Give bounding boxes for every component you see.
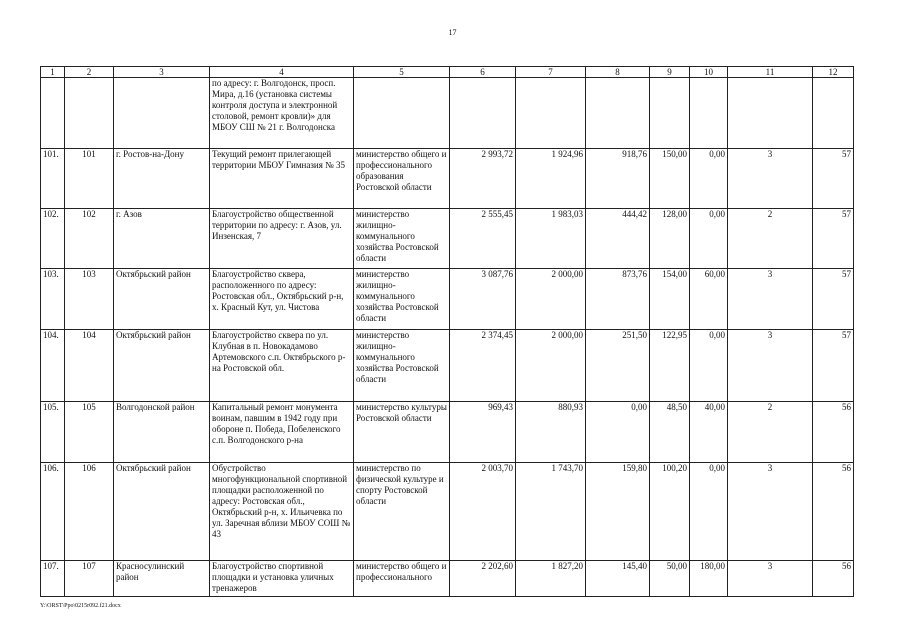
row-number: 105 — [65, 402, 114, 463]
row-number: 101 — [65, 149, 114, 209]
value-col8: 159,80 — [586, 463, 650, 561]
project-name: Капитальный ремонт монумента воинам, павшим в 1942 году при обороне п. Победа, Побеленского с.п. Волгодонского р-на — [210, 402, 354, 463]
value-col9: 154,00 — [650, 269, 690, 330]
value-col8: 444,42 — [586, 209, 650, 269]
municipality: Октябрьский район — [114, 463, 210, 561]
ministry: министерство жилищно-коммунального хозяйства Ростовской области — [354, 209, 450, 269]
row-number: 102 — [65, 209, 114, 269]
ministry: министерство культуры Ростовской области — [354, 402, 450, 463]
table-row — [41, 561, 854, 597]
row-index: 106. — [41, 463, 65, 561]
value-col9: 48,50 — [650, 402, 690, 463]
value-col6: 2 003,70 — [450, 463, 516, 561]
column-header: 10 — [690, 67, 728, 78]
value-col12: 56 — [813, 402, 854, 463]
project-name: Благоустройство общественной территории по адресу: г. Азов, ул. Инзенская, 7 — [210, 209, 354, 269]
municipality: г. Ростов-на-Дону — [114, 149, 210, 209]
table-row — [41, 402, 854, 463]
column-header: 6 — [450, 67, 516, 78]
file-path-footer: Y:\ORST\Ppo\0215r092.f21.docx — [40, 603, 121, 609]
ministry: министерство жилищно-коммунального хозяйства Ростовской области — [354, 330, 450, 402]
value-col6: 969,43 — [450, 402, 516, 463]
data-table — [40, 66, 854, 597]
column-header: 8 — [586, 67, 650, 78]
column-header: 3 — [114, 67, 210, 78]
value-col8: 873,76 — [586, 269, 650, 330]
municipality: Волгодонской район — [114, 402, 210, 463]
value-col7: 880,93 — [516, 402, 586, 463]
value-col12: 57 — [813, 269, 854, 330]
value-col7: 1 983,03 — [516, 209, 586, 269]
value-col12: 56 — [813, 561, 854, 597]
value-col11: 3 — [728, 149, 813, 209]
row-number: 103 — [65, 269, 114, 330]
value-col8: 918,76 — [586, 149, 650, 209]
value-col10: 180,00 — [690, 561, 728, 597]
column-header: 2 — [65, 67, 114, 78]
row-index: 107. — [41, 561, 65, 597]
value-col7: 2 000,00 — [516, 269, 586, 330]
value-col7: 1 827,20 — [516, 561, 586, 597]
column-header: 9 — [650, 67, 690, 78]
table-row — [41, 149, 854, 209]
page-number: 17 — [448, 28, 457, 37]
value-col6: 2 993,72 — [450, 149, 516, 209]
column-header: 5 — [354, 67, 450, 78]
value-col7: 1 924,96 — [516, 149, 586, 209]
value-col12: 57 — [813, 149, 854, 209]
municipality: Октябрьский район — [114, 269, 210, 330]
value-col6: 2 555,45 — [450, 209, 516, 269]
table-row — [41, 209, 854, 269]
row-index: 101. — [41, 149, 65, 209]
project-name: Обустройство многофункциональной спортивной площадки расположенной по адресу: Ростовская обл., Октябрьский р-н, х. Ильичевка по ул. Заречная вблизи МБОУ СОШ № 43 — [210, 463, 354, 561]
value-col9: 50,00 — [650, 561, 690, 597]
row-index: 104. — [41, 330, 65, 402]
row-number: 106 — [65, 463, 114, 561]
ministry: министерство по физической культуре и спорту Ростовской области — [354, 463, 450, 561]
value-col10: 60,00 — [690, 269, 728, 330]
table-row — [41, 330, 854, 402]
table-header-row — [41, 67, 854, 78]
column-header: 11 — [728, 67, 813, 78]
ministry: министерство жилищно-коммунального хозяйства Ростовской области — [354, 269, 450, 330]
value-col8: 145,40 — [586, 561, 650, 597]
value-col9: 128,00 — [650, 209, 690, 269]
continuation-text: по адресу: г. Волгодонск, просп. Мира, д.16 (установка системы контроля доступа и электронной столовой, ремонт кровли)» для МБОУ СШ № 21 г. Волгодонска — [210, 78, 354, 149]
municipality: Красносулинский район — [114, 561, 210, 597]
table-row-continuation — [41, 78, 854, 149]
municipality: Октябрьский район — [114, 330, 210, 402]
ministry: министерство общего и профессионального — [354, 561, 450, 597]
value-col8: 0,00 — [586, 402, 650, 463]
row-number: 107 — [65, 561, 114, 597]
project-name: Текущий ремонт прилегающей территории МБОУ Гимназия № 35 — [210, 149, 354, 209]
value-col6: 3 087,76 — [450, 269, 516, 330]
value-col7: 1 743,70 — [516, 463, 586, 561]
value-col12: 57 — [813, 209, 854, 269]
row-index: 103. — [41, 269, 65, 330]
column-header: 12 — [813, 67, 854, 78]
municipality: г. Азов — [114, 209, 210, 269]
value-col11: 3 — [728, 463, 813, 561]
ministry: министерство общего и профессионального образования Ростовской области — [354, 149, 450, 209]
column-header: 1 — [41, 67, 65, 78]
table-row — [41, 269, 854, 330]
value-col7: 2 000,00 — [516, 330, 586, 402]
value-col10: 0,00 — [690, 463, 728, 561]
value-col11: 3 — [728, 330, 813, 402]
row-index: 102. — [41, 209, 65, 269]
value-col11: 2 — [728, 209, 813, 269]
project-name: Благоустройство сквера по ул. Клубная в п. Новокадамово Артемовского с.п. Октябрьского р-на Ростовской обл. — [210, 330, 354, 402]
value-col9: 150,00 — [650, 149, 690, 209]
value-col10: 0,00 — [690, 209, 728, 269]
project-name: Благоустройство сквера, расположенного по адресу: Ростовская обл., Октябрьский р-н, х. Красный Кут, ул. Чистова — [210, 269, 354, 330]
value-col10: 0,00 — [690, 149, 728, 209]
value-col9: 100,20 — [650, 463, 690, 561]
value-col12: 56 — [813, 463, 854, 561]
value-col10: 40,00 — [690, 402, 728, 463]
value-col11: 3 — [728, 561, 813, 597]
column-header: 7 — [516, 67, 586, 78]
value-col9: 122,95 — [650, 330, 690, 402]
value-col11: 3 — [728, 269, 813, 330]
value-col11: 2 — [728, 402, 813, 463]
value-col8: 251,50 — [586, 330, 650, 402]
column-header: 4 — [210, 67, 354, 78]
table-row — [41, 463, 854, 561]
project-name: Благоустройство спортивной площадки и установка уличных тренажеров — [210, 561, 354, 597]
value-col12: 57 — [813, 330, 854, 402]
value-col6: 2 202,60 — [450, 561, 516, 597]
row-number: 104 — [65, 330, 114, 402]
row-index: 105. — [41, 402, 65, 463]
value-col10: 0,00 — [690, 330, 728, 402]
value-col6: 2 374,45 — [450, 330, 516, 402]
